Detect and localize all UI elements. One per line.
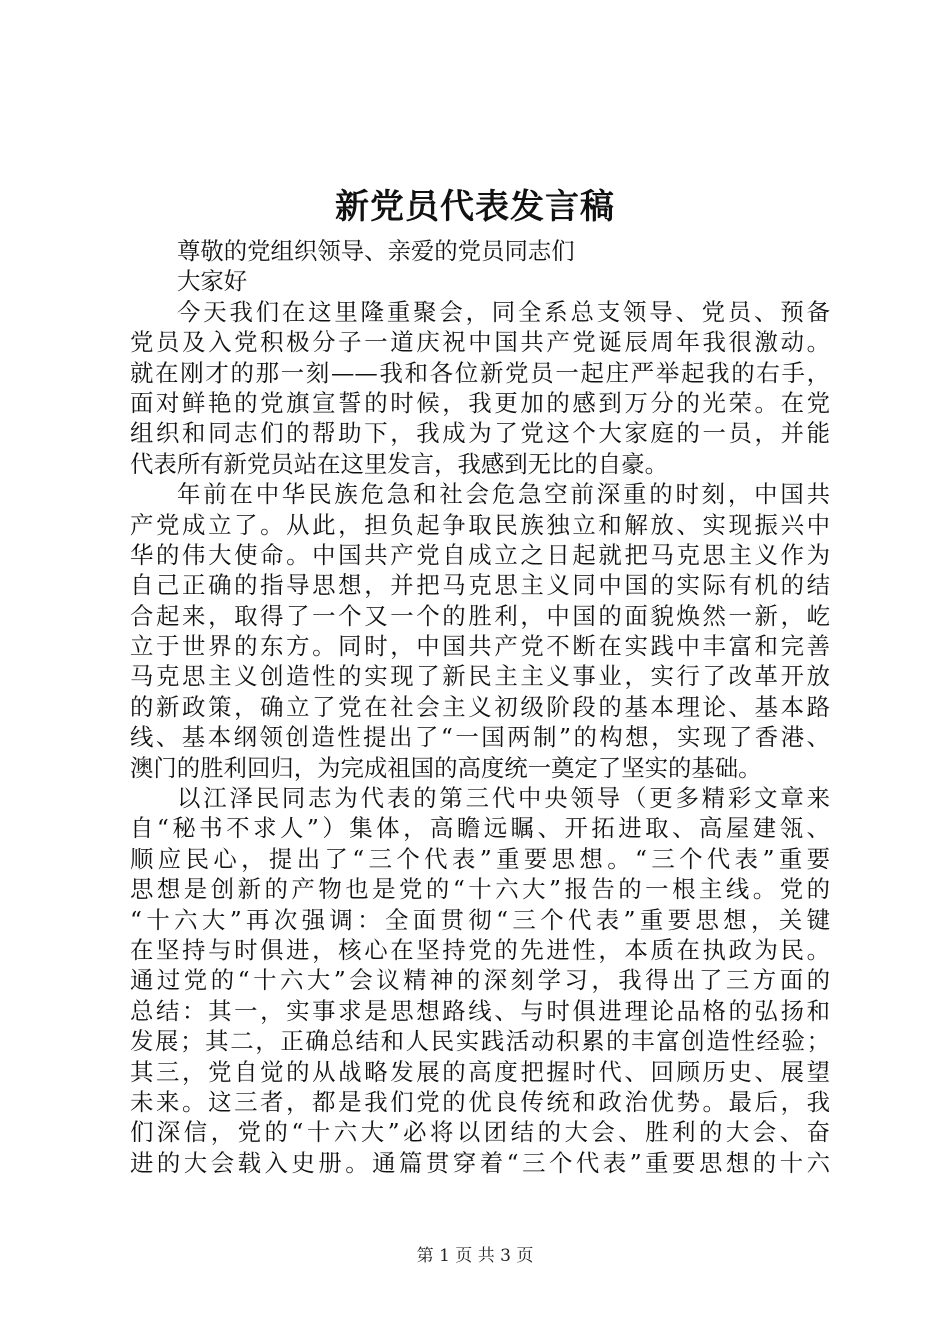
body-line: 发展；其二，正确总结和人民实践活动积累的丰富创造性经验；	[130, 1027, 830, 1056]
body-line: “十六大”再次强调：全面贯彻“三个代表”重要思想，关键	[130, 905, 830, 934]
body-line: 面对鲜艳的党旗宣誓的时候，我更加的感到万分的光荣。在党	[130, 388, 830, 417]
body-lines	[130, 297, 830, 1178]
body-line: 澳门的胜利回归，为完成祖国的高度统一奠定了坚实的基础。	[130, 753, 762, 782]
body-line: 年前在中华民族危急和社会危急空前深重的时刻，中国共	[177, 480, 830, 509]
body-line: 的新政策，确立了党在社会主义初级阶段的基本理论、基本路	[130, 692, 830, 721]
body-line: 通过党的“十六大”会议精神的深刻学习，我得出了三方面的	[130, 966, 830, 995]
body-line: 以江泽民同志为代表的第三代中央领导（更多精彩文章来	[177, 784, 830, 813]
body-line: 自己正确的指导思想，并把马克思主义同中国的实际有机的结	[130, 571, 830, 600]
body-line: 党员及入党积极分子一道庆祝中国共产党诞辰周年我很激动。	[130, 328, 830, 357]
body-line: 就在刚才的那一刻——我和各位新党员一起庄严举起我的右手，	[130, 358, 830, 387]
body-line: 思想是创新的产物也是党的“十六大”报告的一根主线。党的	[130, 875, 830, 904]
body-line: 进的大会载入史册。通篇贯穿着“三个代表”重要思想的十六	[130, 1148, 830, 1177]
body-line: 顺应民心，提出了“三个代表”重要思想。“三个代表”重要	[130, 844, 830, 873]
salutation-line: 尊敬的党组织领导、亲爱的党员同志们	[177, 237, 575, 265]
body-line: 今天我们在这里隆重聚会，同全系总支领导、党员、预备	[177, 297, 830, 326]
greeting-line: 大家好	[177, 267, 248, 296]
body-line: 华的伟大使命。中国共产党自成立之日起就把马克思主义作为	[130, 540, 830, 569]
body-line: 其三，党自觉的从战略发展的高度把握时代、回顾历史、展望	[130, 1057, 830, 1086]
body-line: 产党成立了。从此，担负起争取民族独立和解放、实现振兴中	[130, 510, 830, 539]
page-footer: 第 1 页 共 3 页	[416, 1246, 534, 1266]
body-line: 自“秘书不求人”）集体，高瞻远瞩、开拓进取、高屋建瓴、	[130, 814, 830, 843]
body-line: 在坚持与时俱进，核心在坚持党的先进性，本质在执政为民。	[130, 935, 830, 964]
body-line: 立于世界的东方。同时，中国共产党不断在实践中丰富和完善	[130, 632, 830, 661]
body-line: 总结：其一，实事求是思想路线、与时俱进理论品格的弘扬和	[130, 996, 830, 1025]
body-line: 组织和同志们的帮助下，我成为了党这个大家庭的一员，并能	[130, 419, 830, 448]
body-line: 马克思主义创造性的实现了新民主主义事业，实行了改革开放	[130, 662, 830, 691]
body-line: 们深信，党的“十六大”必将以团结的大会、胜利的大会、奋	[130, 1118, 830, 1147]
body-line: 代表所有新党员站在这里发言，我感到无比的自豪。	[130, 449, 668, 478]
body-line: 线、基本纲领创造性提出了“一国两制”的构想，实现了香港、	[130, 723, 830, 752]
document-body	[130, 236, 830, 1178]
body-line: 合起来，取得了一个又一个的胜利，中国的面貌焕然一新，屹	[130, 601, 830, 630]
document-title: 新党员代表发言稿	[335, 187, 615, 227]
body-line: 未来。这三者，都是我们党的优良传统和政治优势。最后，我	[130, 1087, 830, 1116]
